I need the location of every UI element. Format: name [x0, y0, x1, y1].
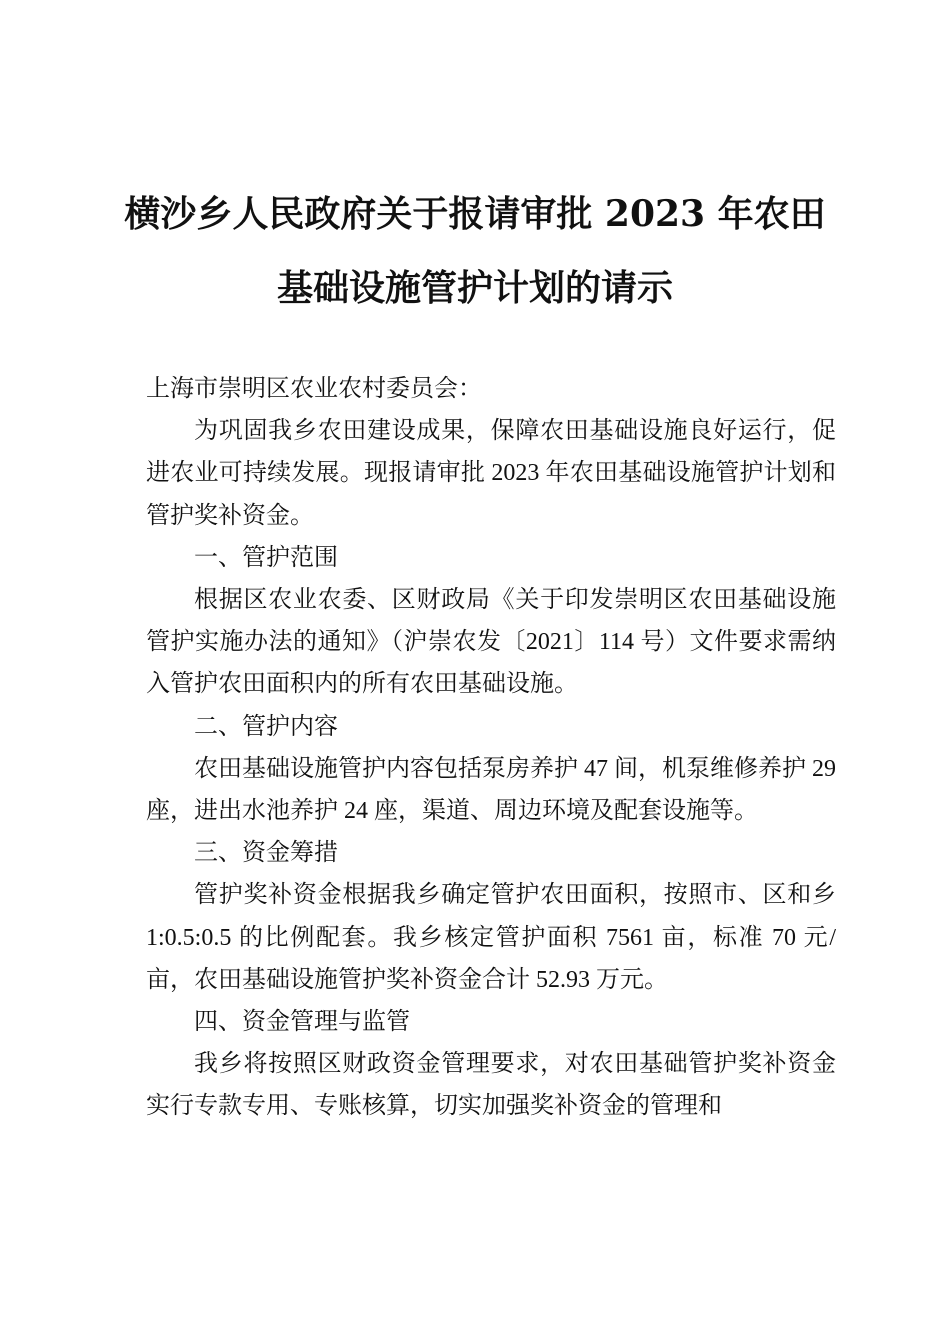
intro-paragraph: 为巩固我乡农田建设成果，保障农田基础设施良好运行，促进农业可持续发展。现报请审批 2023 年农田基础设施管护计划和管护奖补资金。	[146, 418, 836, 529]
section-heading-funding: 三、资金筹措	[194, 840, 338, 867]
content-paragraph: 农田基础设施管护内容包括泵房养护 47 间，机泵维修养护 29 座，进出水池养护 24 座，渠道、周边环境及配套设施等。	[146, 755, 836, 825]
section-heading-content: 二、管护内容	[194, 713, 338, 740]
scope-paragraph: 根据区农业农委、区财政局《关于印发崇明区农田基础设施管护实施办法的通知》（沪崇农发〔2021〕114 号）文件要求需纳入管护农田面积内的所有农田基础设施。	[146, 587, 836, 698]
section-heading-supervision: 四、资金管理与监管	[194, 1009, 410, 1036]
document-body	[146, 368, 836, 1128]
section-heading-scope: 一、管护范围	[194, 544, 338, 571]
supervision-paragraph: 我乡将按照区财政资金管理要求，对农田基础管护奖补资金实行专款专用、专账核算，切实加强奖补资金的管理和	[146, 1051, 836, 1120]
document-title-line-1: 横沙乡人民政府关于报请审批 2023 年农田	[124, 193, 826, 235]
document-title-line-2: 基础设施管护计划的请示	[276, 267, 673, 309]
funding-paragraph: 管护奖补资金根据我乡确定管护农田面积，按照市、区和乡 1:0.5:0.5 的比例配套。我乡核定管护面积 7561 亩，标准 70 元/亩，农田基础设施管护奖补资金合计 52.93 万元。	[146, 882, 836, 993]
addressee: 上海市崇明区农业农村委员会：	[146, 376, 482, 402]
